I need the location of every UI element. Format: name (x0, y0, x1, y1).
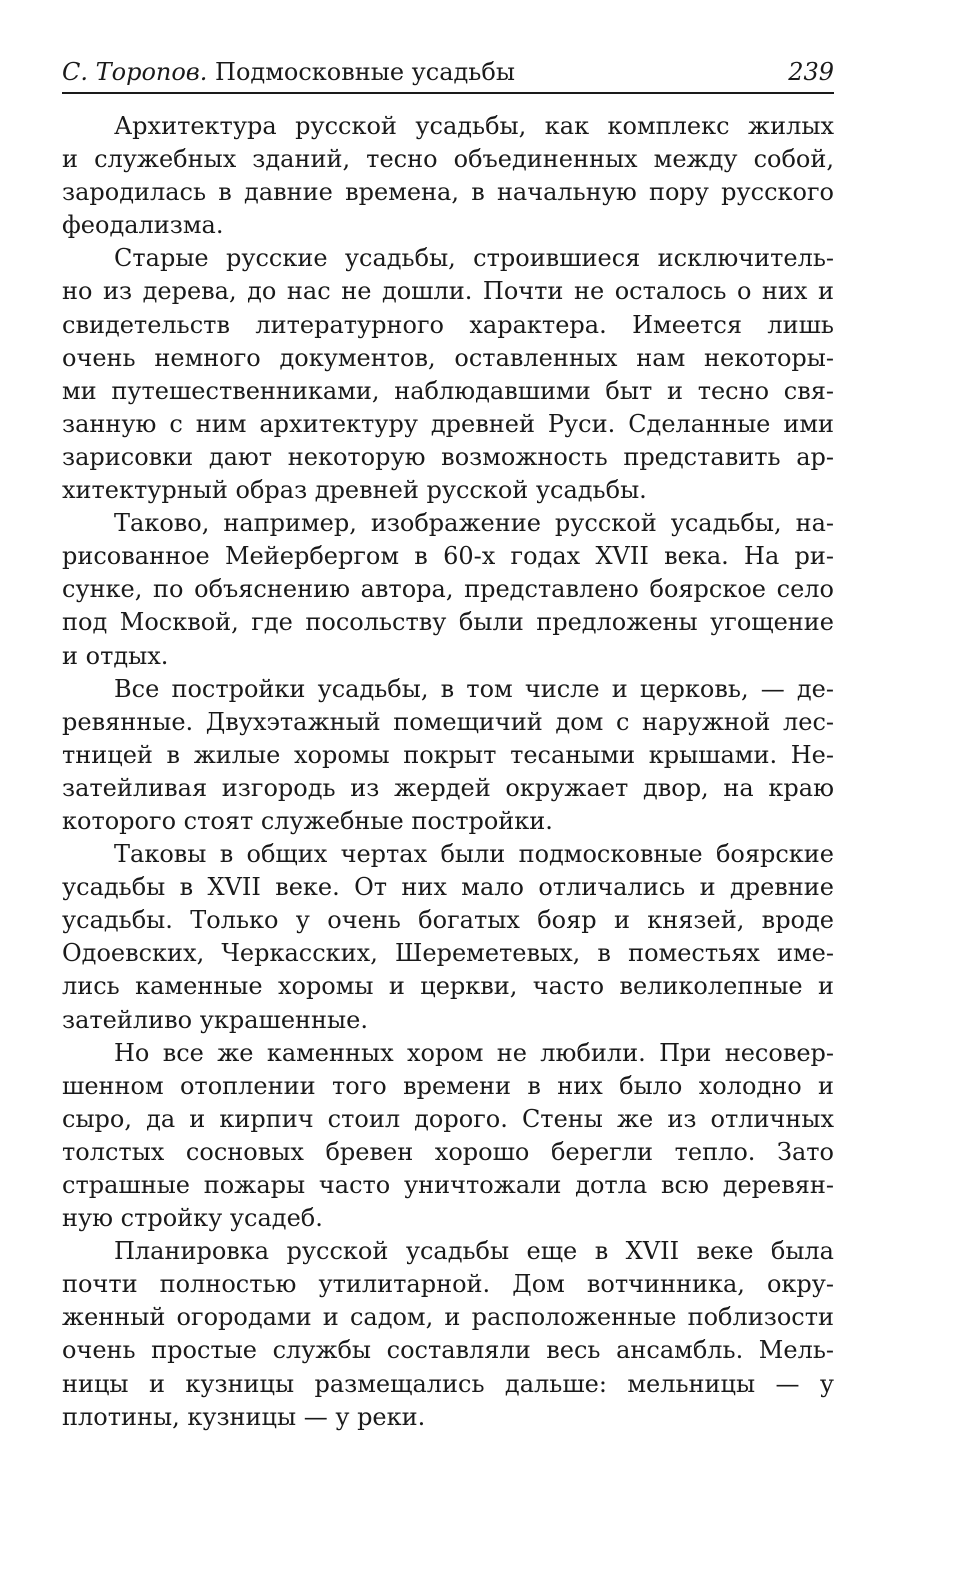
text-line: ную стройку усадеб. (62, 1204, 323, 1233)
text-line: ревянные. Двухэтажный помещичий дом с наружной лес- (62, 707, 834, 736)
text-line: Одоевских, Черкасских, Шереметевых, в поместьях име- (62, 939, 834, 968)
page-number: 239 (788, 58, 834, 86)
paragraph (62, 1037, 834, 1236)
text-line: которого стоят служебные постройки. (62, 806, 553, 835)
running-head-title: Подмосковные усадьбы (215, 58, 515, 86)
text-line: затейливо украшенные. (62, 1005, 368, 1034)
text-line: феодализма. (62, 211, 224, 240)
text-line: Таковы в общих чертах были подмосковные боярские (114, 840, 834, 869)
text-line: под Москвой, где посольству были предложены угощение (62, 608, 834, 637)
paragraph (62, 507, 834, 672)
text-line: ницы и кузницы размещались дальше: мельницы — у (62, 1369, 834, 1398)
text-line: очень простые службы составляли весь ансамбль. Мель- (62, 1336, 834, 1365)
text-line: Планировка русской усадьбы еще в XVII веке была (114, 1237, 834, 1266)
text-line: и служебных зданий, тесно объединенных между собой, (62, 145, 834, 174)
paragraph (62, 838, 834, 1037)
body-text (62, 110, 834, 1434)
paragraph (62, 110, 834, 242)
text-line: Все постройки усадьбы, в том числе и церковь, — де- (114, 674, 834, 703)
text-line: лись каменные хоромы и церкви, часто великолепные и (62, 972, 834, 1001)
text-line: Архитектура русской усадьбы, как комплекс жилых (114, 112, 834, 140)
text-line: страшные пожары часто уничтожали дотла всю деревян- (62, 1171, 834, 1199)
text-line: свидетельств литературного характера. Имеется лишь (62, 310, 834, 339)
text-line: Таково, например, изображение русской усадьбы, на- (114, 509, 834, 538)
text-line: почти полностью утилитарной. Дом вотчинника, окру- (62, 1270, 834, 1299)
text-line: усадьбы. Только у очень богатых бояр и князей, вроде (62, 906, 834, 935)
text-line: зародилась в давние времена, в начальную пору русского (62, 178, 834, 207)
text-line: хитектурный образ древней русской усадьбы. (62, 476, 647, 505)
running-head-author: С. Торопов. (62, 58, 208, 86)
text-line: женный огородами и садом, и расположенные поблизости (62, 1303, 834, 1332)
text-line: сыро, да и кирпич стоил дорого. Стены же из отличных (62, 1104, 834, 1133)
text-line: сунке, по объяснению автора, представлено боярское село (62, 575, 834, 604)
paragraph (62, 242, 834, 507)
book-page (62, 52, 834, 1434)
text-line: занную с ним архитектуру древней Руси. Сделанные ими (62, 409, 834, 438)
text-line: зарисовки дают некоторую возможность представить ар- (62, 442, 834, 471)
text-line: Старые русские усадьбы, строившиеся исключитель- (114, 244, 834, 273)
text-line: толстых сосновых бревен хорошо берегли тепло. Зато (62, 1137, 834, 1166)
text-line: шенном отоплении того времени в них было холодно и (62, 1071, 834, 1100)
text-line: усадьбы в XVII веке. От них мало отличались и древние (62, 873, 834, 902)
text-line: и отдых. (62, 641, 169, 670)
text-line: Но все же каменных хором не любили. При несовер- (114, 1038, 834, 1067)
running-head (62, 52, 834, 94)
text-line: плотины, кузницы — у реки. (62, 1402, 426, 1431)
text-line: тницей в жилые хоромы покрыт тесаными крышами. Не- (62, 740, 834, 769)
paragraph (62, 673, 834, 838)
text-line: рисованное Мейербергом в 60-х годах XVII века. На ри- (62, 542, 834, 571)
text-line: очень немного документов, оставленных нам некоторы- (62, 343, 834, 372)
text-line: ми путешественниками, наблюдавшими быт и тесно свя- (62, 376, 834, 405)
text-line: но из дерева, до нас не дошли. Почти не осталось о них и (62, 277, 834, 306)
paragraph (62, 1235, 834, 1434)
text-line: затейливая изгородь из жердей окружает двор, на краю (62, 773, 834, 802)
